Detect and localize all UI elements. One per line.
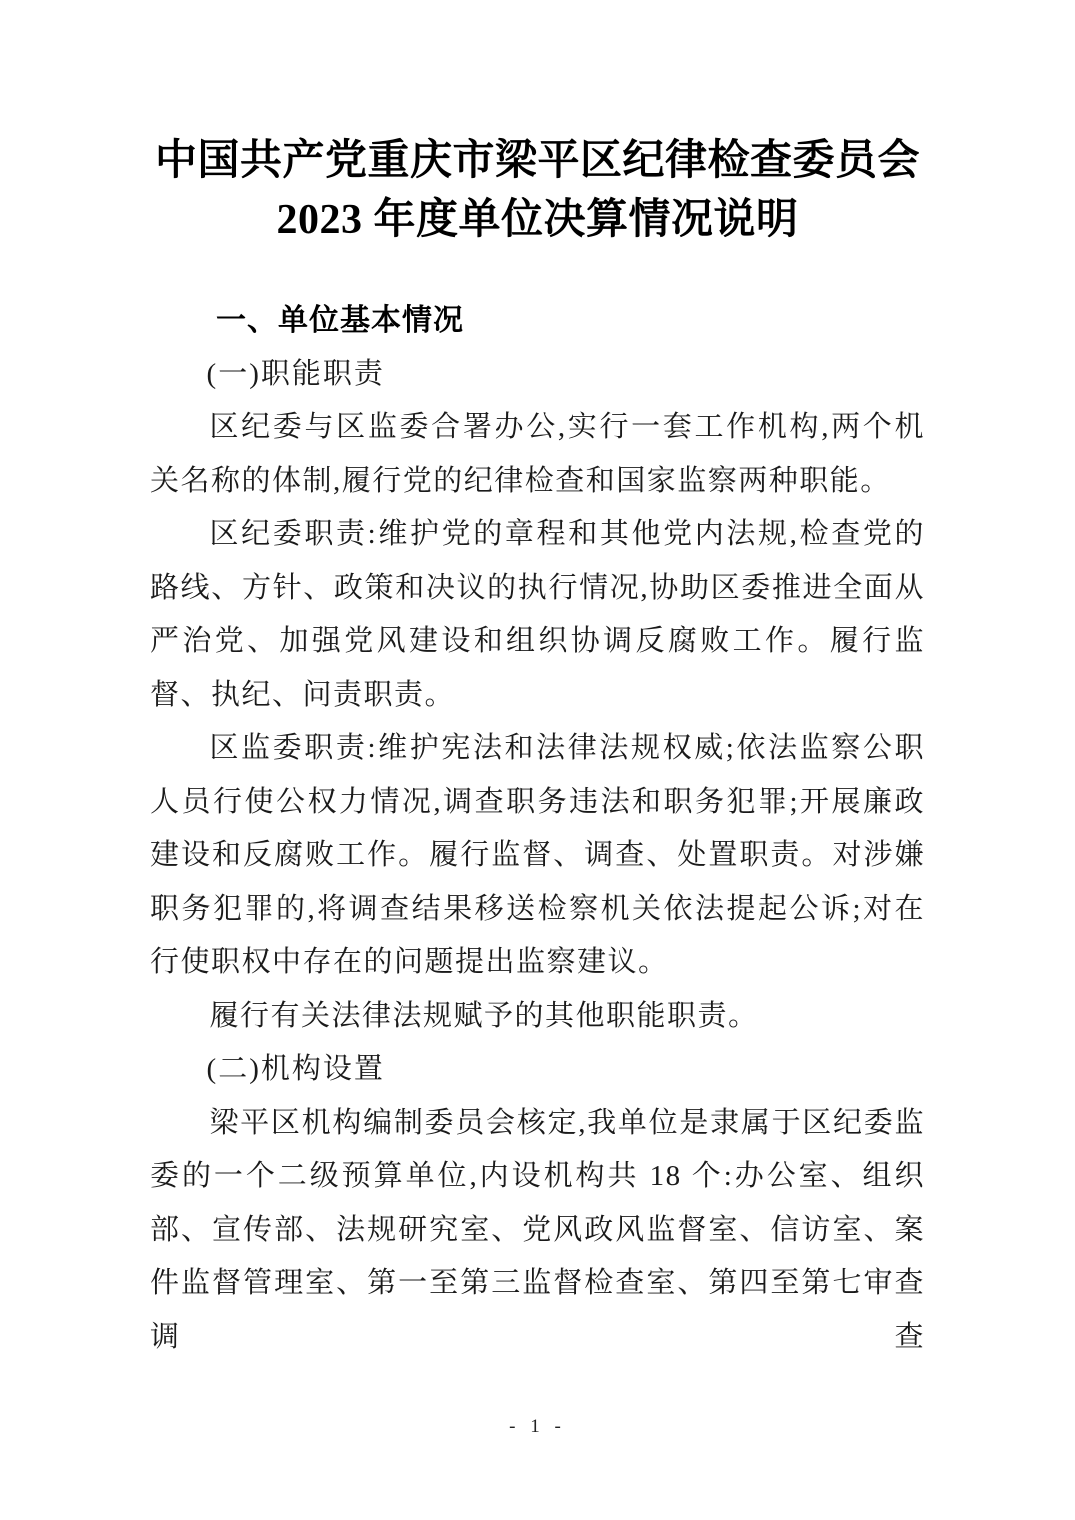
section-heading-basic-info: 一、单位基本情况: [216, 304, 464, 337]
paragraph-commission-duties: 区纪委职责:维护党的章程和其他党内法规,检查党的路线、方针、政策和决议的执行情况,协助区委推进全面从严治党、加强党风建设和组织协调反腐败工作。履行监督、执纪、问责职责。: [150, 518, 925, 711]
subsection-heading-structure: (二)机构设置: [206, 1053, 385, 1085]
paragraph-other-duties: 履行有关法律法规赋予的其他职能职责。: [209, 999, 759, 1032]
document-title: [150, 132, 925, 250]
page-number: - 1 -: [509, 1416, 566, 1437]
paragraph-org-structure: 梁平区机构编制委员会核定,我单位是隶属于区纪委监委的一个二级预算单位,内设机构共 18 个:办公室、组织部、宣传部、法规研究室、党风政风监督室、信访室、案件监督管理室、第一至第三监督检查室、第四至第七审查调查: [150, 1106, 925, 1353]
page-footer: [0, 1416, 1075, 1438]
paragraph-joint-office: 区纪委与区监委合署办公,实行一套工作机构,两个机关名称的体制,履行党的纪律检查和国家监察两种职能。: [150, 411, 925, 497]
title-line-2: 2023 年度单位决算情况说明: [276, 197, 799, 243]
title-line-1: 中国共产党重庆市梁平区纪律检查委员会: [154, 138, 920, 184]
subsection-heading-duties: (一)职能职责: [206, 357, 385, 390]
document-body: [150, 294, 925, 1364]
paragraph-supervision-duties: 区监委职责:维护宪法和法律法规权威;依法监察公职人员行使公权力情况,调查职务违法和职务犯罪;开展廉政建设和反腐败工作。履行监督、调查、处置职责。对涉嫌职务犯罪的,将调查结果移送检察机关依法提起公诉;对在行使职权中存在的问题提出监察建议。: [150, 732, 925, 978]
